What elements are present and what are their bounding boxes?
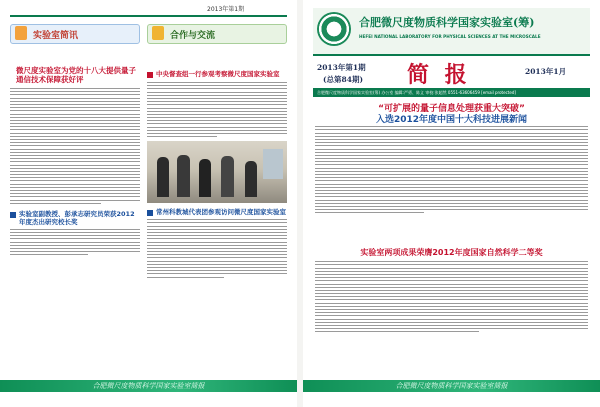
info-line: 合肥微尺度物质科学国家实验室(筹) 办公室 编辑:严勇、陈义 审校:张超然 0551-63606459 [email protected] <box>317 90 516 95</box>
book-icon <box>15 26 27 40</box>
article2-heading: 中央督查组一行参观考察微尺度国家实验室 <box>147 70 287 78</box>
handshake-icon <box>152 26 164 40</box>
lab-name: 合肥微尺度物质科学国家实验室(筹) <box>359 16 535 29</box>
left-column <box>10 24 140 369</box>
brief-title: 简 报 <box>407 62 471 88</box>
masthead <box>313 8 590 56</box>
page-footer: 合肥微尺度物质科学国家实验室简报 <box>0 380 297 392</box>
article-body <box>147 219 287 277</box>
section-title: 合作与交流 <box>170 31 216 41</box>
page-2 <box>303 0 600 407</box>
issue-number: 2013年第1期 <box>207 6 245 13</box>
section-exchange-header <box>147 24 287 44</box>
issue-line: 2013年第1期 <box>317 63 366 72</box>
headline-quote: “可扩展的量子信息处理获重大突破” <box>378 104 525 114</box>
info-bar <box>313 88 590 97</box>
article3-heading: 常州科教城代表团参观访问微尺度国家实验室 <box>147 208 287 216</box>
article-body <box>10 88 140 204</box>
article-body <box>315 259 588 335</box>
bullet-icon <box>147 72 153 78</box>
page-1 <box>0 0 297 407</box>
article-body <box>315 124 588 215</box>
lab-logo-icon <box>317 12 351 46</box>
issue-month: 2013年1月 <box>525 67 567 76</box>
total-issue: (总第84期) <box>323 75 364 84</box>
header-rule <box>10 15 287 17</box>
page-footer: 合肥微尺度物质科学国家实验室简报 <box>303 380 600 392</box>
bullet-icon <box>10 212 16 218</box>
section-brief-header <box>10 24 140 44</box>
article-body <box>10 229 140 256</box>
visit-photo <box>147 141 287 203</box>
bullet-icon <box>147 210 153 216</box>
article2-title: 实验室两项成果荣膺2012年度国家自然科学二等奖 <box>360 248 543 257</box>
headline-subtitle: 入选2012年度中国十大科技进展新闻 <box>375 115 528 125</box>
right-column <box>147 24 287 369</box>
article-title: 微尺度实验室为党的十八大提供量子通信技术保障获好评 <box>16 66 136 84</box>
article-body <box>147 82 287 137</box>
section-title: 实验室简讯 <box>33 31 79 41</box>
lab-name-english: HEFEI NATIONAL LABORATORY FOR PHYSICAL SCIENCES AT THE MICROSCALE <box>359 34 541 39</box>
article4-heading: 实验室副教授、彭承志研究员荣获2012年度杰出研究校长奖 <box>10 210 140 226</box>
